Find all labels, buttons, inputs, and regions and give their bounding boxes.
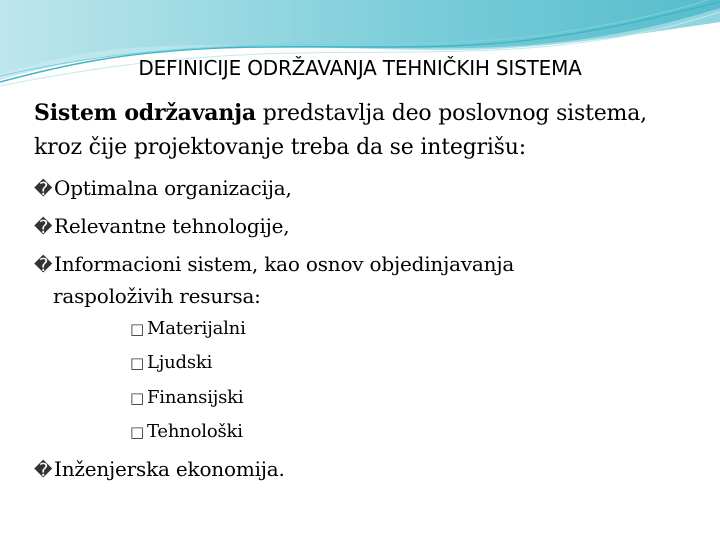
list-item [34, 211, 674, 243]
list-item-text: Inženjerska ekonomija. [54, 457, 285, 481]
list-item [34, 173, 674, 205]
sub-list-item-text: Finansijski [147, 387, 244, 408]
sub-list-item [130, 316, 430, 342]
intro-paragraph [34, 96, 704, 165]
list-item-text: Optimalna organizacija, [54, 176, 292, 200]
bullet-icon: � [34, 460, 53, 481]
sub-list-item [130, 419, 430, 445]
intro-term: Sistem održavanja [34, 100, 256, 126]
checkbox-bullet-icon: □ [130, 389, 144, 407]
list-item-continuation: raspoloživih resursa: [53, 284, 261, 308]
list-item [34, 454, 674, 486]
intro-text-line1: predstavlja deo poslovnog sistema, [255, 101, 647, 126]
bullet-icon: � [34, 179, 53, 200]
sub-list-item [130, 385, 430, 411]
checkbox-bullet-icon: □ [130, 423, 144, 441]
list-item-text: Informacioni sistem, kao osnov objedinjavanja [54, 252, 515, 276]
list-item-text: Relevantne tehnologije, [54, 214, 290, 238]
checkbox-bullet-icon: □ [130, 320, 144, 338]
sub-list-item-text: Ljudski [147, 352, 213, 373]
checkbox-bullet-icon: □ [130, 354, 144, 372]
sub-list-item [130, 350, 430, 376]
bullet-icon: � [34, 217, 53, 238]
sub-list-item-text: Materijalni [147, 318, 246, 339]
intro-text-line2: kroz čije projektovanje treba da se integrišu: [34, 135, 526, 160]
bullet-icon: � [34, 255, 53, 276]
list-item [34, 249, 674, 311]
slide-title: DEFINICIJE ODRŽAVANJA TEHNIČKIH SISTEMA [138, 56, 582, 80]
sub-list-item-text: Tehnološki [147, 421, 243, 442]
